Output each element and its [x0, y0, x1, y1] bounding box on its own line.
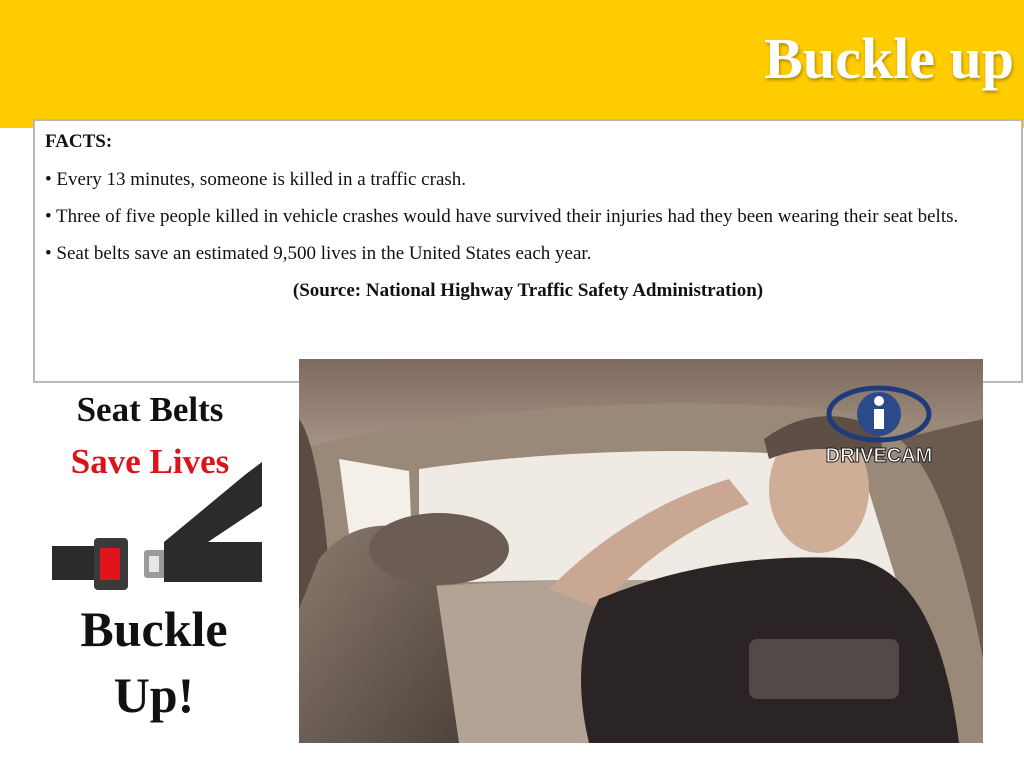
car-interior-image [299, 359, 983, 743]
fact-item: • Every 13 minutes, someone is killed in a traffic crash. [45, 169, 467, 190]
facts-box [33, 119, 1023, 383]
fact-item: • Three of five people killed in vehicle crashes would have survived their injuries had they been wearing their seat belts. [45, 206, 959, 227]
slide-title: Buckle up [764, 26, 1014, 91]
fact-item: • Seat belts save an estimated 9,500 lives in the United States each year. [45, 243, 592, 264]
title-bar [0, 0, 1024, 128]
poster-heading: Seat Belts [76, 390, 224, 429]
seat-belt-poster [40, 388, 280, 728]
facts-heading: FACTS: [45, 131, 113, 152]
poster-subheading: Save Lives [70, 442, 230, 481]
poster-buckle-text: Buckle [80, 601, 228, 657]
drivecam-logo-text: DRIVECAM [825, 445, 933, 467]
dashcam-photo [299, 359, 983, 743]
facts-source: (Source: National Highway Traffic Safety Administration) [292, 280, 764, 301]
poster-up-text: Up! [113, 667, 195, 723]
